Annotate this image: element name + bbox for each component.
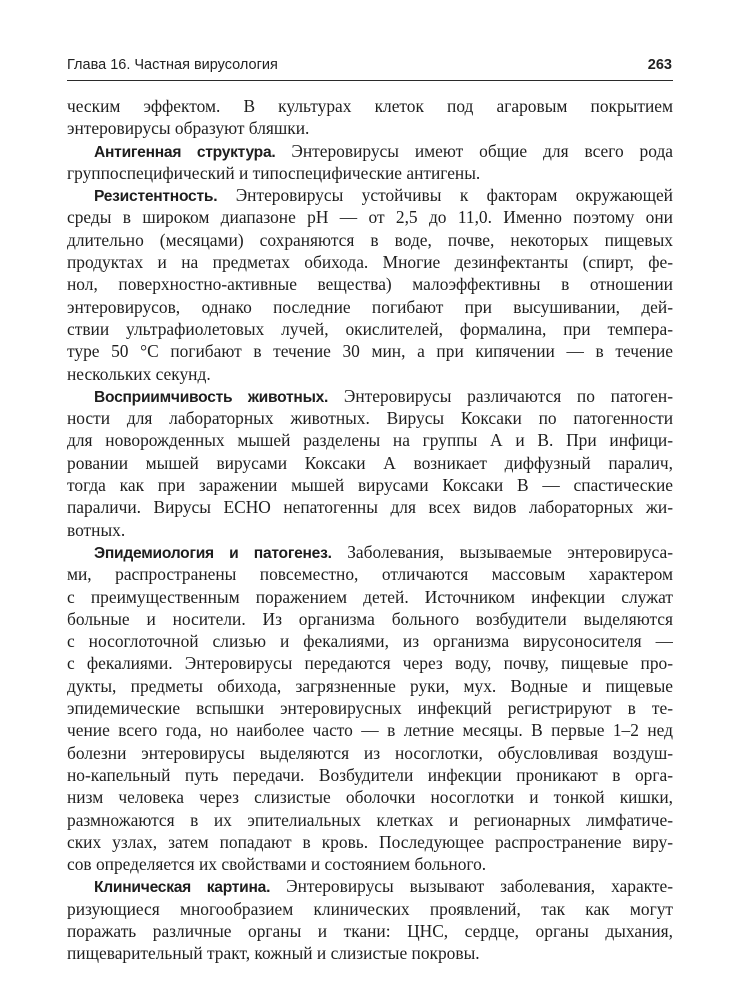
line-text: сов определяется их свойствами и состоянием больного. bbox=[67, 854, 487, 875]
text-line bbox=[67, 853, 673, 875]
text-line bbox=[67, 273, 673, 295]
line-text: ности для лабораторных животных. Вирусы Коксаки по патогенности bbox=[67, 408, 673, 429]
line-text: пищеварительный тракт, кожный и слизистые покровы. bbox=[67, 943, 480, 964]
line-text: эпидемические вспышки энтеровирусных инфекций регистрируют в те- bbox=[67, 698, 673, 719]
line-text: длительно (месяцами) сохраняются в воде, почве, некоторых пищевых bbox=[67, 229, 673, 250]
text-line bbox=[67, 586, 673, 608]
line-text: параличи. Вирусы ЕСНО непатогенны для всех видов лабораторных жи- bbox=[67, 497, 673, 518]
section-term: Антигенная структура. bbox=[94, 143, 276, 161]
text-line bbox=[67, 229, 673, 251]
line-text: ризующиеся многообразием клинических проявлений, так как могут bbox=[67, 898, 673, 919]
text-line bbox=[67, 407, 673, 429]
line-text: тогда как при заражении мышей вирусами Коксаки В — спастические bbox=[67, 475, 673, 496]
line-text: энтеровирусы образуют бляшки. bbox=[67, 118, 310, 139]
text-line bbox=[67, 875, 673, 897]
line-text: поражать различные органы и ткани: ЦНС, сердце, органы дыхания, bbox=[67, 920, 673, 941]
section-term: Клиническая картина. bbox=[94, 879, 271, 897]
line-text: ческим эффектом. В культурах клеток под агаровым покрытием bbox=[67, 96, 673, 116]
text-line bbox=[67, 496, 673, 518]
line-text: Заболевания, вызываемые энтеровируса- bbox=[331, 541, 673, 562]
paragraph bbox=[67, 875, 673, 964]
line-text: низм человека через слизистые оболочки носоглотки и тонкой кишки, bbox=[67, 787, 673, 808]
line-text: Энтеровирусы различаются по патоген- bbox=[328, 385, 673, 406]
text-line bbox=[67, 519, 673, 541]
line-text: Энтеровирусы имеют общие для всего рода bbox=[275, 140, 673, 161]
text-line bbox=[67, 920, 673, 942]
text-line bbox=[67, 697, 673, 719]
line-text: для новорожденных мышей разделены на группы А и В. При инфици- bbox=[67, 430, 673, 451]
text-line bbox=[67, 184, 673, 206]
text-line bbox=[67, 942, 673, 964]
text-line bbox=[67, 541, 673, 563]
section-term: Резистентность. bbox=[94, 188, 218, 206]
paragraph bbox=[67, 385, 673, 541]
line-text: Энтеровирусы устойчивы к факторам окружающей bbox=[217, 185, 673, 206]
line-text: больные и носители. Из организма больного возбудители выделяются bbox=[67, 608, 673, 629]
text-line bbox=[67, 809, 673, 831]
line-text: но-капельный путь передачи. Возбудители инфекции проникают в орга- bbox=[67, 764, 673, 785]
line-text: с преимущественным поражением детей. Источником инфекции служат bbox=[67, 586, 673, 607]
section-term: Эпидемиология и патогенез. bbox=[94, 544, 332, 562]
text-line bbox=[67, 95, 673, 117]
line-text: группоспецифический и типоспецифические антигены. bbox=[67, 162, 481, 183]
text-line bbox=[67, 675, 673, 697]
text-line bbox=[67, 898, 673, 920]
text-line bbox=[67, 608, 673, 630]
text-line bbox=[67, 117, 673, 139]
line-text: продуктах и на предметах обихода. Многие дезинфектанты (спирт, фе- bbox=[67, 252, 673, 273]
text-line bbox=[67, 340, 673, 362]
page-number: 263 bbox=[647, 57, 672, 73]
text-line bbox=[67, 652, 673, 674]
line-text: ми, распространены повсеместно, отличаются массовым характером bbox=[67, 564, 673, 585]
line-text: размножаются в их эпителиальных клетках и регионарных лимфатиче- bbox=[67, 809, 673, 830]
line-text: ровании мышей вирусами Коксаки А возникает диффузный паралич, bbox=[67, 452, 673, 473]
section-term: Восприимчивость животных. bbox=[94, 388, 329, 406]
text-line bbox=[67, 318, 673, 340]
text-line bbox=[67, 251, 673, 273]
text-line bbox=[67, 764, 673, 786]
line-text: ствии ультрафиолетовых лучей, окислителей, формалина, при темпера- bbox=[67, 318, 673, 339]
text-line bbox=[67, 429, 673, 451]
line-text: Энтеровирусы вызывают заболевания, характе- bbox=[270, 876, 673, 897]
running-header bbox=[67, 56, 673, 81]
paragraph bbox=[67, 184, 673, 385]
text-line bbox=[67, 162, 673, 184]
text-line bbox=[67, 385, 673, 407]
text-line bbox=[67, 719, 673, 741]
text-line bbox=[67, 630, 673, 652]
text-line bbox=[67, 742, 673, 764]
line-text: вотных. bbox=[67, 519, 126, 540]
line-text: нескольких секунд. bbox=[67, 363, 211, 384]
text-line bbox=[67, 296, 673, 318]
paragraph bbox=[67, 140, 673, 185]
text-line bbox=[67, 452, 673, 474]
line-text: дукты, предметы обихода, загрязненные руки, мух. Водные и пищевые bbox=[67, 675, 673, 696]
text-line bbox=[67, 563, 673, 585]
chapter-title: Глава 16. Частная вирусология bbox=[67, 57, 278, 73]
line-text: среды в широком диапазоне рН — от 2,5 до 11,0. Именно поэтому они bbox=[67, 207, 673, 228]
body-text bbox=[67, 95, 673, 965]
line-text: энтеровирусов, однако последние погибают при высушивании, дей- bbox=[67, 296, 673, 317]
line-text: с носоглоточной слизью и фекалиями, из организма вирусоносителя — bbox=[67, 631, 673, 652]
line-text: с фекалиями. Энтеровирусы передаются через воду, почву, пищевые про- bbox=[67, 653, 673, 674]
line-text: туре 50 °С погибают в течение 30 мин, а при кипячении — в течение bbox=[67, 341, 673, 362]
text-line bbox=[67, 140, 673, 162]
line-text: нол, поверхностно-активные вещества) малоэффективны в отношении bbox=[67, 274, 673, 295]
paragraph bbox=[67, 541, 673, 875]
text-line bbox=[67, 786, 673, 808]
line-text: чение всего года, но наиболее часто — в летние месяцы. В первые 1–2 нед bbox=[67, 720, 673, 741]
text-line bbox=[67, 363, 673, 385]
paragraph bbox=[67, 95, 673, 140]
line-text: болезни энтеровирусы выделяются из носоглотки, обусловливая воздуш- bbox=[67, 742, 673, 763]
text-line bbox=[67, 206, 673, 228]
text-line bbox=[67, 831, 673, 853]
line-text: ских узлах, затем попадают в кровь. Последующее распространение виру- bbox=[67, 831, 673, 852]
text-line bbox=[67, 474, 673, 496]
